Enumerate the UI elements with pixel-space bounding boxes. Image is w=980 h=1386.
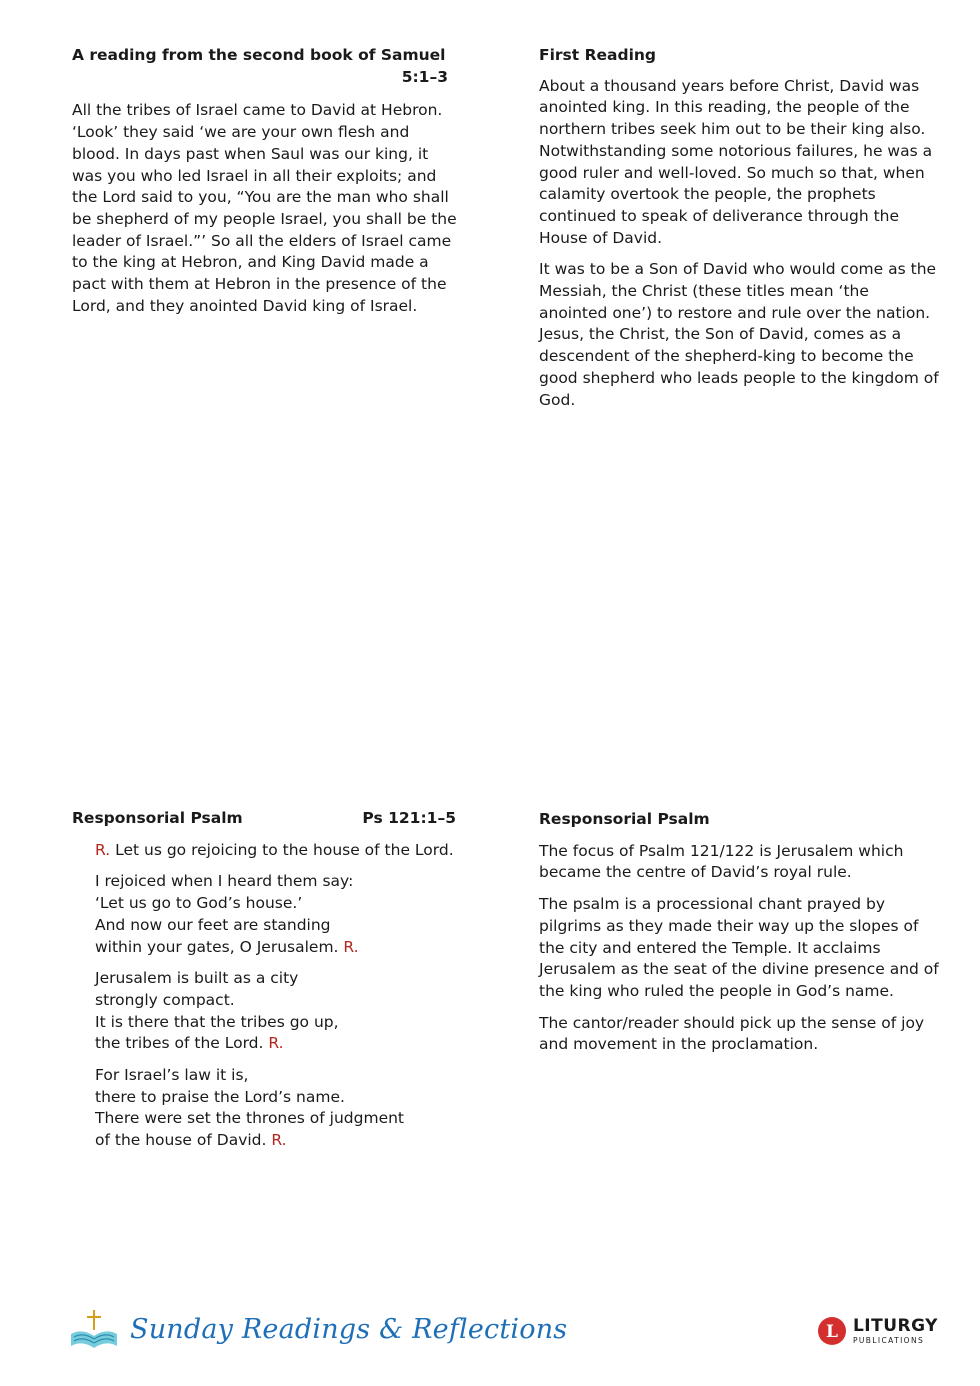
psalm-line: there to praise the Lord’s name. [95, 1087, 345, 1106]
response-marker: R. [343, 937, 359, 956]
first-reflection-paragraph: About a thousand years before Christ, David was anointed king. In this reading, the people of the northern tribes seek him out to be their king also. Notwithstanding some notorious failures, he was a good ruler and well-loved. So much so that, when calamity overtook the people, the prophets continued to speak of deliverance through the House of David. [539, 76, 933, 247]
psalm-line: of the house of David. R. [95, 1131, 287, 1150]
first-reading-text: All the tribes of Israel came to David at Hebron. ‘Look’ they said ‘we are your own flesh and blood. In days past when Saul was our king, it was you who led Israel in all their exploits; and the Lord said to you, “You are the man who shall be shepherd of my people Israel, you shall be the leader of Israel.”’ So all the elders of Israel came to the king at Hebron, and King David made a pact with them at Hebron in the presence of the Lord, and they anointed David king of Israel. [72, 101, 457, 315]
response-text: Let us go rejoicing to the house of the Lord. [115, 840, 454, 859]
psalm-line: Jerusalem is built as a city [95, 969, 299, 988]
psalm-section [72, 808, 462, 1162]
liturgy-publications-logo [817, 1316, 938, 1346]
first-reflection-title: First Reading [539, 46, 657, 64]
first-reflection-paragraph: It was to be a Son of David who would come as the Messiah, the Christ (these titles mean ‘the anointed one’) to restore and rule over the nation. Jesus, the Christ, the Son of David, comes as a descendent of the shepherd-king to become the good shepherd who leads people to the kingdom of God. [539, 260, 939, 409]
psalm-title: Responsorial Psalm [72, 809, 243, 827]
psalm-header [72, 808, 456, 830]
psalm-line: For Israel’s law it is, [95, 1066, 249, 1085]
psalm-reflection-section [539, 809, 939, 1066]
psalm-response [95, 840, 462, 862]
first-reading-reference: 5:1–3 [401, 67, 448, 86]
psalm-stanza [95, 871, 462, 958]
logo-main-text: LITURGY [852, 1315, 938, 1336]
psalm-reference: Ps 121:1–5 [362, 809, 456, 827]
psalm-reflection-paragraph: The cantor/reader should pick up the sense of joy and movement in the proclamation. [539, 1013, 925, 1054]
response-marker: R. [271, 1131, 287, 1150]
psalm-stanza [95, 968, 462, 1055]
liturgy-logo-icon [817, 1316, 847, 1346]
response-marker: R. [95, 840, 111, 859]
first-reading-title: A reading from the second book of Samuel [72, 46, 446, 64]
psalm-line: I rejoiced when I heard them say: [95, 872, 354, 891]
open-book-cross-icon [68, 1308, 120, 1350]
psalm-line: It is there that the tribes go up, [95, 1012, 339, 1031]
psalm-line: within your gates, O Jerusalem. R. [95, 937, 359, 956]
logo-sub-text: PUBLICATIONS [852, 1335, 925, 1345]
first-reflection-section [539, 45, 939, 421]
logo-text [852, 1315, 938, 1345]
psalm-reflection-paragraph: The focus of Psalm 121/122 is Jerusalem which became the centre of David’s royal rule. [539, 841, 904, 882]
first-reading-section [72, 45, 462, 327]
psalm-line: There were set the thrones of judgment [95, 1109, 405, 1128]
footer-brand [68, 1308, 567, 1350]
psalm-line: And now our feet are standing [95, 915, 331, 934]
svg-text:L: L [825, 1322, 838, 1342]
psalm-stanza [95, 1065, 462, 1152]
psalm-line: ‘Let us go to God’s house.’ [95, 894, 303, 913]
response-marker: R. [268, 1034, 284, 1053]
psalm-body [72, 840, 462, 1152]
psalm-line: strongly compact. [95, 990, 235, 1009]
psalm-line: the tribes of the Lord. R. [95, 1034, 284, 1053]
footer-brand-title: Sunday Readings & Reflections [130, 1313, 568, 1345]
psalm-reflection-title: Responsorial Psalm [539, 810, 710, 828]
psalm-reflection-paragraph: The psalm is a processional chant prayed by pilgrims as they made their way up the slopes of the city and entered the Temple. It acclaims Jerusalem as the seat of the divine presence and of the king who ruled the people in God’s name. [539, 895, 939, 1000]
